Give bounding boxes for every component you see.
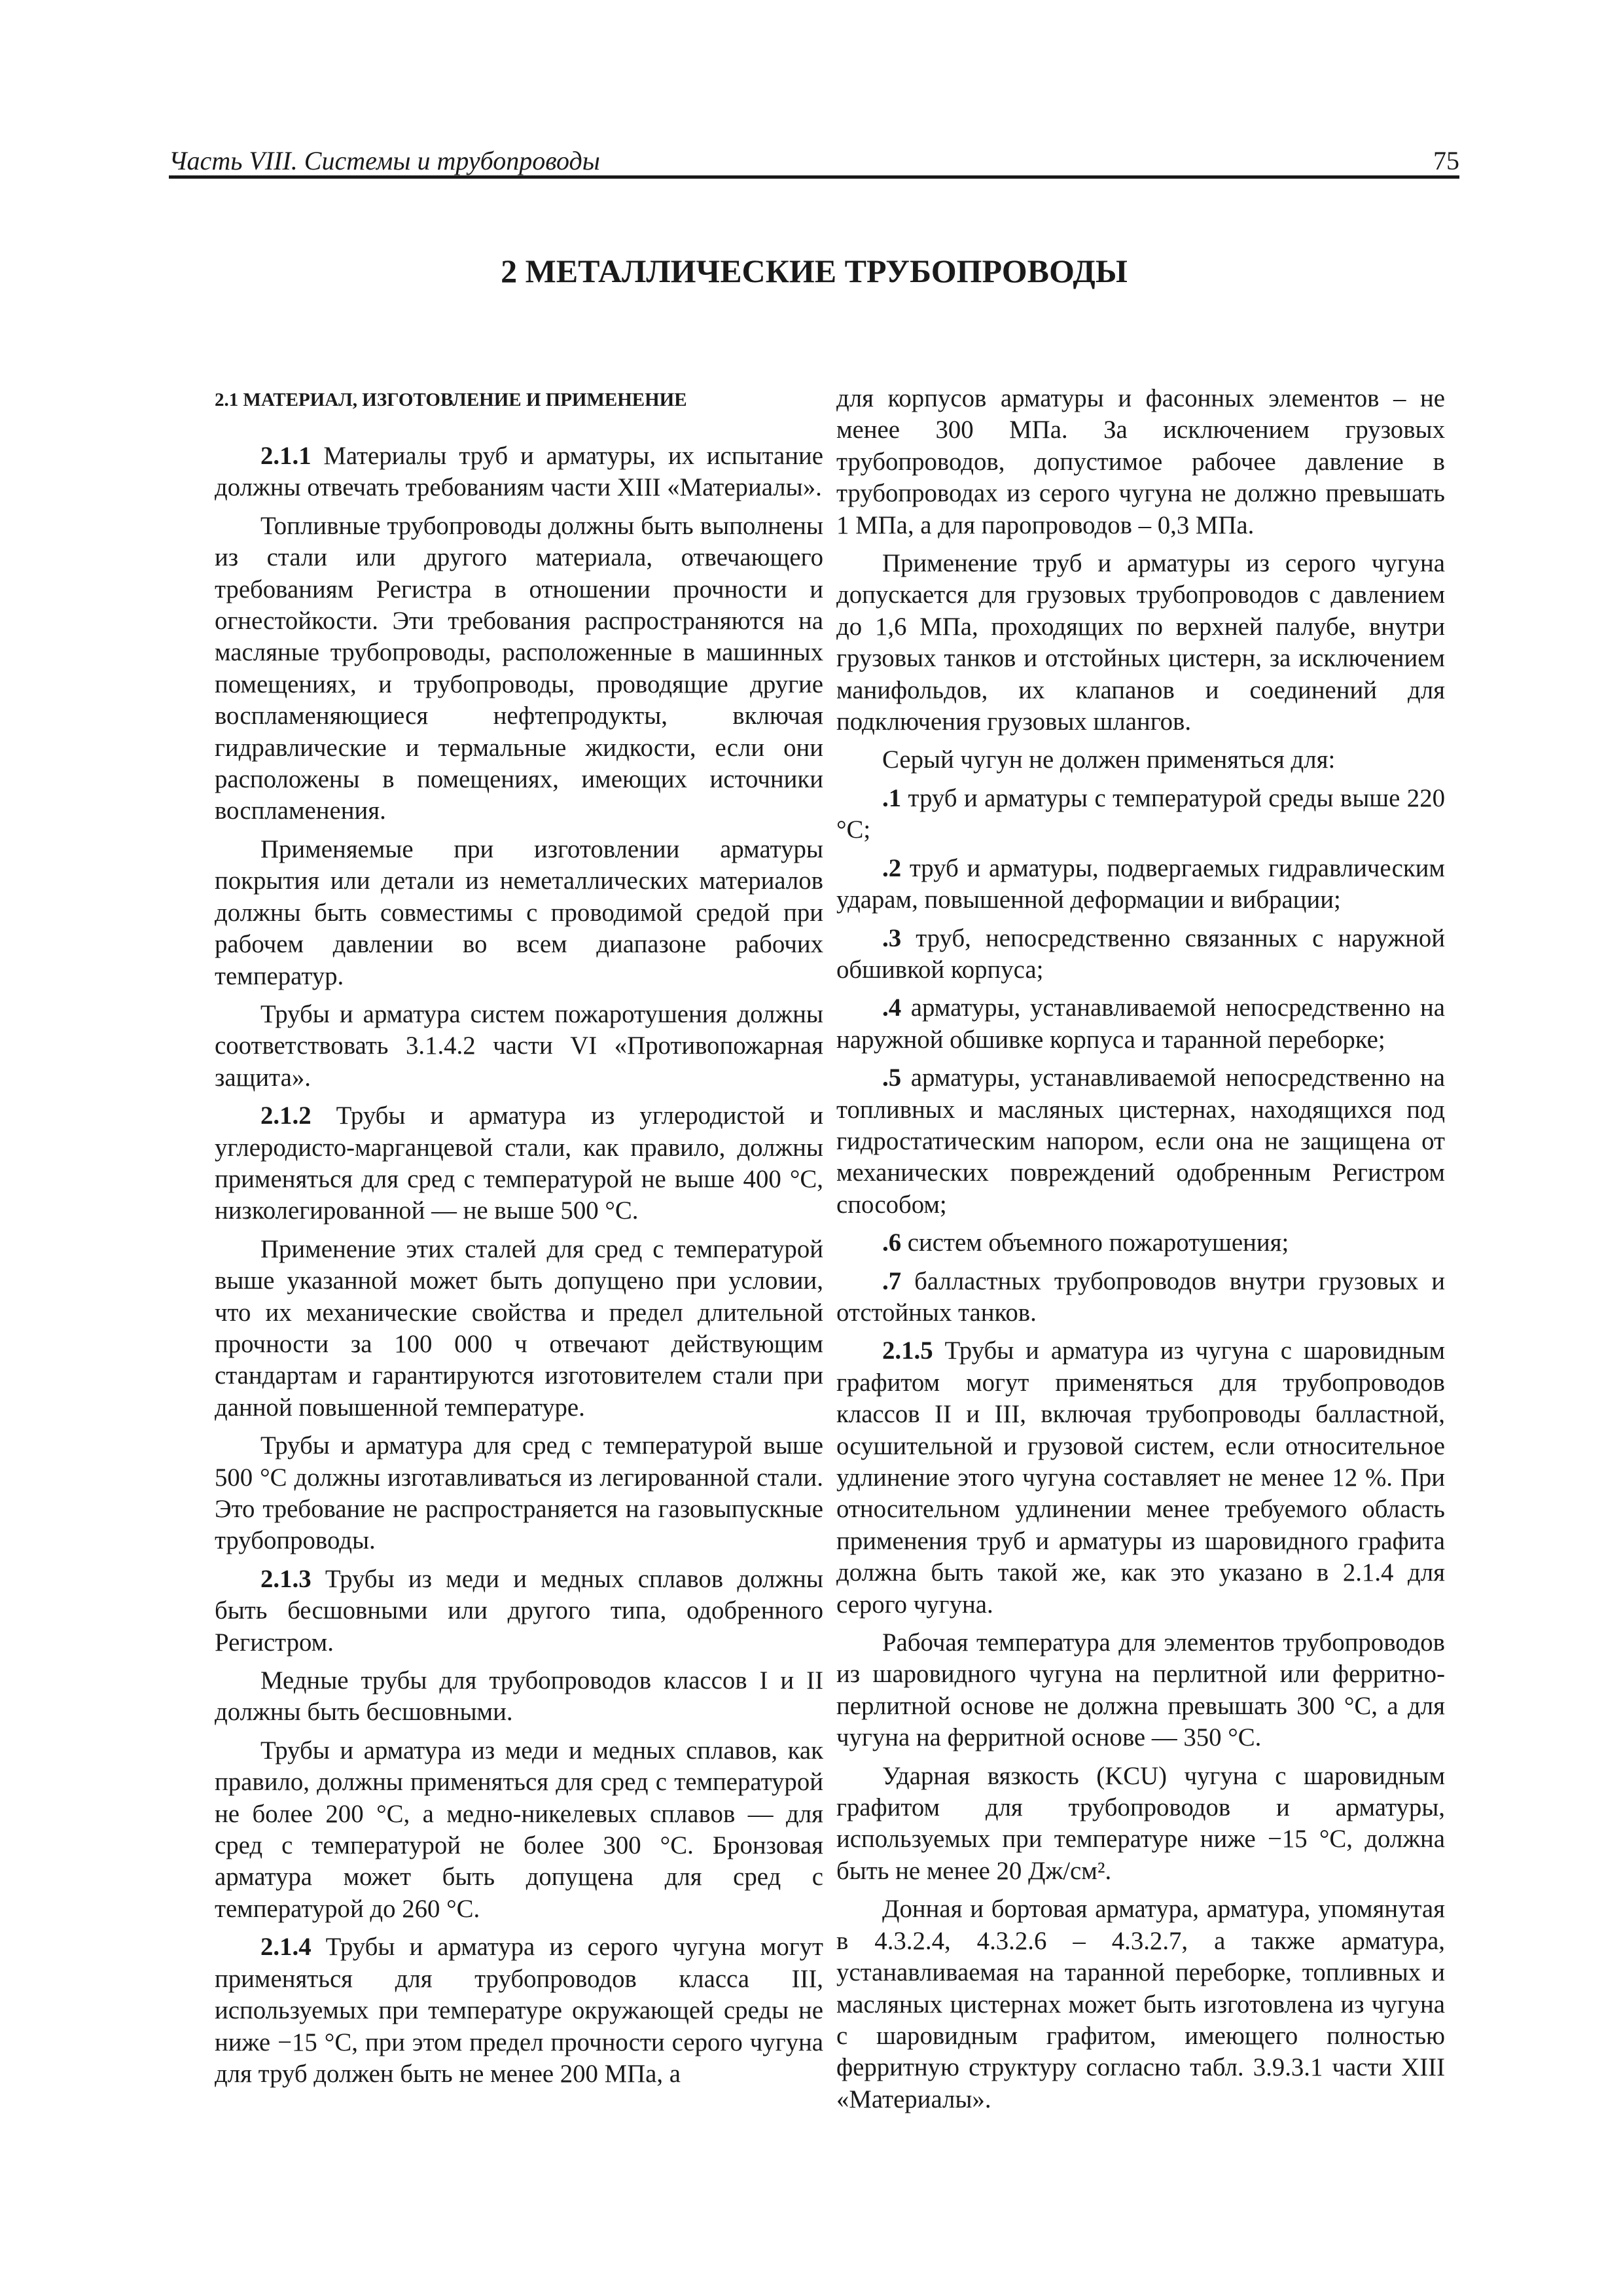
paragraph-text: Донная и бортовая арматура, арматура, упомянутая в 4.3.2.4, 4.3.2.6 – 4.3.2.7, а также арматура, устанавливаемая на таранной переборке, топливных и масляных цистернах может быть изготовлена из чугуна с шаровидным графитом, имеющего полностью ферритную структуру согласно табл. 3.9.3.1 части XIII «Материалы».	[836, 1895, 1445, 2113]
paragraph	[215, 1564, 823, 1659]
paragraph	[215, 1665, 823, 1729]
paragraph	[215, 1735, 823, 1925]
paragraph-text: систем объемного пожаротушения;	[901, 1229, 1289, 1257]
paragraph-text: арматуры, устанавливаемой непосредственно на топливных и масляных цистернах, находящихся под гидростатическим напором, если она не защищена от механических повреждений одобренным Регистром способом;	[836, 1064, 1445, 1219]
paragraph-text: Применяемые при изготовлении арматуры покрытия или детали из неметаллических материалов должны быть совместимы с проводимой средой при рабочем давлении во всем диапазоне рабочих температур.	[215, 834, 823, 990]
header-rule	[169, 175, 1459, 179]
paragraph	[215, 511, 823, 827]
paragraph	[836, 1227, 1445, 1259]
paragraph-text: Трубы и арматура из углеродистой и углеродисто-марганцевой стали, как правило, должны применяться для сред с температурой не выше 400 °С, низколегированной — не выше 500 °С.	[215, 1102, 823, 1225]
paragraph	[836, 783, 1445, 846]
paragraph	[836, 923, 1445, 986]
paragraph	[836, 1062, 1445, 1221]
clause-number: 2.1.4	[260, 1933, 312, 1962]
clause-number: .2	[882, 853, 902, 882]
paragraph-text: арматуры, устанавливаемой непосредственно на наружной обшивке корпуса и таранной переборке;	[836, 994, 1445, 1054]
paragraph-text: Трубы и арматура систем пожаротушения должны соответствовать 3.1.4.2 части VI «Противопожарная защита».	[215, 999, 823, 1092]
paragraph	[836, 853, 1445, 916]
paragraph	[836, 548, 1445, 738]
part-title: Часть VIII. Системы и трубопроводы	[169, 146, 600, 175]
paragraph	[836, 383, 1445, 541]
paragraph	[836, 992, 1445, 1056]
paragraph-text: Трубы и арматура для сред с температурой выше 500 °С должны изготавливаться из легированной стали. Это требование не распространяется на газовыпускные трубопроводы.	[215, 1431, 823, 1555]
clause-number: .1	[882, 783, 902, 812]
clause-number: 2.1.1	[260, 442, 312, 470]
paragraph	[215, 834, 823, 992]
paragraph	[215, 1430, 823, 1557]
paragraph	[215, 999, 823, 1094]
clause-number: 2.1.5	[882, 1336, 933, 1365]
paragraph	[215, 440, 823, 504]
section-heading: 2.1 МАТЕРИАЛ, ИЗГОТОВЛЕНИЕ И ПРИМЕНЕНИЕ	[215, 389, 687, 410]
paragraph-text: Трубы и арматура из чугуна с шаровидным графитом могут применяться для трубопроводов классов II и III, включая трубопроводы балластной, осушительной и грузовой систем, если относительное удлинение этого чугуна составляет не менее 12 %. При относительном удлинении менее требуемого область применения труб и арматуры из шаровидного графита должна быть такой же, как это указано в 2.1.4 для серого чугуна.	[836, 1336, 1445, 1619]
paragraph	[836, 1893, 1445, 2115]
paragraph	[215, 1100, 823, 1227]
paragraph	[836, 1761, 1445, 1888]
paragraph-text: труб и арматуры, подвергаемых гидравлическим ударам, повышенной деформации и вибрации;	[836, 853, 1445, 914]
paragraph-text: Топливные трубопроводы должны быть выполнены из стали или другого материала, отвечающего требованиям Регистра в отношении прочности и огнестойкости. Эти требования распространяются на масляные трубопроводы, расположенные в машинных помещениях, и трубопроводы, проводящие другие воспламеняющиеся нефтепродукты, включая гидравлические и термальные жидкости, если они расположены в помещениях, имеющих источники воспламенения.	[215, 511, 823, 825]
clause-number: .3	[882, 924, 902, 952]
paragraph-text: Рабочая температура для элементов трубопроводов из шаровидного чугуна на перлитной или ферритно-перлитной основе не должна превышать 300 °С, а для чугуна на ферритной основе — 350 °С.	[836, 1628, 1445, 1752]
paragraph	[836, 1266, 1445, 1329]
right-column	[836, 383, 1445, 2115]
paragraph	[836, 744, 1445, 776]
paragraph-text: труб и арматуры с температурой среды выше 220 °С;	[836, 783, 1445, 844]
paragraph-text: Применение труб и арматуры из серого чугуна допускается для грузовых трубопроводов с давлением до 1,6 МПа, проходящих по верхней палубе, внутри грузовых танков и отстойных цистерн, за исключением манифольдов, их клапанов и соединений для подключения грузовых шлангов.	[836, 549, 1445, 736]
paragraph-text: для корпусов арматуры и фасонных элементов – не менее 300 МПа. За исключением грузовых трубопроводов, допустимое рабочее давление в трубопроводах из серого чугуна не должно превышать 1 МПа, а для паропроводов – 0,3 МПа.	[836, 384, 1445, 539]
paragraph-text: балластных трубопроводов внутри грузовых и отстойных танков.	[836, 1266, 1445, 1327]
clause-number: .7	[882, 1266, 902, 1295]
paragraph	[215, 1234, 823, 1424]
paragraph	[836, 1627, 1445, 1754]
clause-number: .5	[882, 1064, 902, 1092]
paragraph-text: Медные трубы для трубопроводов классов I и II должны быть бесшовными.	[215, 1666, 823, 1727]
paragraph-text: Материалы труб и арматуры, их испытание должны отвечать требованиям части XIII «Материалы».	[215, 442, 823, 502]
paragraph-text: Применение этих сталей для сред с температурой выше указанной может быть допущено при условии, что их механические свойства и предел длительной прочности за 100 000 ч отвечают действующим стандартам и гарантируются изготовителем стали при данной повышенной температуре.	[215, 1234, 823, 1422]
clause-number: .4	[882, 994, 902, 1022]
paragraph-text: труб, непосредственно связанных с наружной обшивкой корпуса;	[836, 924, 1445, 984]
page-number: 75	[1433, 146, 1459, 175]
paragraph-text: Трубы из меди и медных сплавов должны быть бесшовными или другого типа, одобренного Регистром.	[215, 1564, 823, 1657]
paragraph	[836, 1335, 1445, 1621]
chapter-title: 2 МЕТАЛЛИЧЕСКИЕ ТРУБОПРОВОДЫ	[501, 253, 1128, 289]
running-header	[169, 145, 1459, 177]
left-column	[215, 383, 823, 2090]
clause-number: 2.1.2	[260, 1102, 312, 1130]
paragraph-text: Серый чугун не должен применяться для:	[882, 745, 1336, 774]
clause-number: 2.1.3	[260, 1564, 312, 1593]
paragraph-text: Ударная вязкость (KCU) чугуна с шаровидным графитом для трубопроводов и арматуры, используемых при температуре ниже −15 °С, должна быть не менее 20 Дж/см².	[836, 1761, 1445, 1885]
paragraph-text: Трубы и арматура из меди и медных сплавов, как правило, должны применяться для сред с температурой не более 200 °С, а медно-никелевых сплавов — для сред с температурой не более 300 °С. Бронзовая арматура может быть допущена для сред с температурой до 260 °С.	[215, 1736, 823, 1923]
paragraph-text: Трубы и арматура из серого чугуна могут применяться для трубопроводов класса III, используемых при температуре окружающей среды не ниже −15 °С, при этом предел прочности серого чугуна для труб должен быть не менее 200 МПа, а	[215, 1933, 823, 2088]
clause-number: .6	[882, 1229, 902, 1257]
paragraph	[215, 1931, 823, 2090]
